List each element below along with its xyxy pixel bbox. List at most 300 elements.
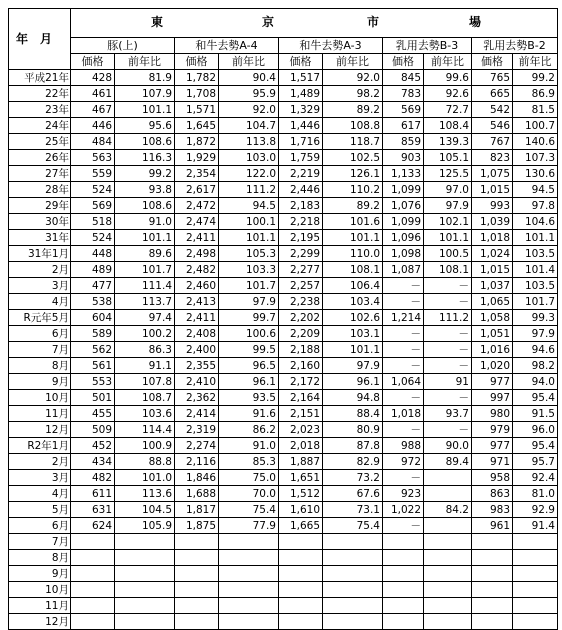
yoy-cell: 99.6 bbox=[424, 70, 472, 86]
yoy-cell: 95.4 bbox=[513, 390, 558, 406]
yoy-cell: 94.0 bbox=[513, 374, 558, 390]
table-row bbox=[9, 614, 558, 630]
yoy-cell bbox=[513, 582, 558, 598]
price-cell bbox=[175, 534, 219, 550]
price-cell: 452 bbox=[71, 438, 115, 454]
yoy-cell: 94.5 bbox=[219, 198, 279, 214]
table-row bbox=[9, 246, 558, 262]
price-cell: 2,319 bbox=[175, 422, 219, 438]
price-cell: 562 bbox=[71, 342, 115, 358]
table-row bbox=[9, 166, 558, 182]
price-cell: 569 bbox=[71, 198, 115, 214]
yoy-cell: 86.3 bbox=[115, 342, 175, 358]
price-cell: 903 bbox=[383, 150, 424, 166]
price-cell: 2,413 bbox=[175, 294, 219, 310]
price-cell: 972 bbox=[383, 454, 424, 470]
price-cell: 1,782 bbox=[175, 70, 219, 86]
price-cell: 2,219 bbox=[279, 166, 323, 182]
row-period-label: 7月 bbox=[9, 342, 71, 358]
price-cell: 1,817 bbox=[175, 502, 219, 518]
price-cell: 1,037 bbox=[472, 278, 513, 294]
yoy-cell: 92.4 bbox=[513, 470, 558, 486]
table-row bbox=[9, 230, 558, 246]
yoy-cell: 101.1 bbox=[219, 230, 279, 246]
row-period-label: 4月 bbox=[9, 294, 71, 310]
price-cell: 2,400 bbox=[175, 342, 219, 358]
yoy-cell: 97.9 bbox=[323, 358, 383, 374]
yoy-cell: 94.6 bbox=[513, 342, 558, 358]
yoy-cell: 113.7 bbox=[115, 294, 175, 310]
yoy-cell: 103.5 bbox=[513, 278, 558, 294]
price-cell: 2,277 bbox=[279, 262, 323, 278]
price-cell: 2,354 bbox=[175, 166, 219, 182]
price-cell: 859 bbox=[383, 134, 424, 150]
yoy-cell: 101.1 bbox=[513, 230, 558, 246]
yoy-cell: 82.9 bbox=[323, 454, 383, 470]
price-cell: 1,512 bbox=[279, 486, 323, 502]
yoy-cell: 103.1 bbox=[323, 326, 383, 342]
price-cell: 979 bbox=[472, 422, 513, 438]
price-cell: － bbox=[383, 358, 424, 374]
price-cell: 1,489 bbox=[279, 86, 323, 102]
yoy-cell: 108.8 bbox=[323, 118, 383, 134]
yoy-cell bbox=[115, 550, 175, 566]
table-row bbox=[9, 502, 558, 518]
row-period-label: 31年 bbox=[9, 230, 71, 246]
price-cell: 783 bbox=[383, 86, 424, 102]
price-cell: 977 bbox=[472, 374, 513, 390]
yoy-cell bbox=[513, 534, 558, 550]
price-cell: 2,160 bbox=[279, 358, 323, 374]
table-row bbox=[9, 454, 558, 470]
price-cell: 489 bbox=[71, 262, 115, 278]
yoy-cell: 85.3 bbox=[219, 454, 279, 470]
price-cell: 624 bbox=[71, 518, 115, 534]
year-month-header: 年 月 bbox=[9, 9, 71, 70]
yoy-cell: 101.1 bbox=[424, 230, 472, 246]
table-row bbox=[9, 102, 558, 118]
price-cell: 2,408 bbox=[175, 326, 219, 342]
yoy-cell: 106.4 bbox=[323, 278, 383, 294]
market-price-table bbox=[8, 8, 558, 630]
price-cell: 2,257 bbox=[279, 278, 323, 294]
row-period-label: 2月 bbox=[9, 262, 71, 278]
price-cell: 2,172 bbox=[279, 374, 323, 390]
yoy-cell: 110.2 bbox=[323, 182, 383, 198]
price-cell bbox=[71, 534, 115, 550]
price-cell bbox=[175, 582, 219, 598]
price-cell bbox=[279, 598, 323, 614]
yoy-cell bbox=[219, 614, 279, 630]
yoy-cell: 101.1 bbox=[323, 230, 383, 246]
yoy-cell: 101.1 bbox=[115, 102, 175, 118]
price-cell: － bbox=[383, 390, 424, 406]
yoy-cell: 104.5 bbox=[115, 502, 175, 518]
yoy-cell: 91.0 bbox=[219, 438, 279, 454]
yoy-cell: 95.6 bbox=[115, 118, 175, 134]
table-row bbox=[9, 118, 558, 134]
yoy-cell: 102.6 bbox=[323, 310, 383, 326]
yoy-cell: 101.7 bbox=[513, 294, 558, 310]
price-cell: 589 bbox=[71, 326, 115, 342]
price-cell: 455 bbox=[71, 406, 115, 422]
table-row bbox=[9, 182, 558, 198]
yoy-cell: 91.1 bbox=[115, 358, 175, 374]
price-cell: 569 bbox=[383, 102, 424, 118]
row-period-label: 3月 bbox=[9, 278, 71, 294]
yoy-cell: 72.7 bbox=[424, 102, 472, 118]
yoy-cell: 75.4 bbox=[323, 518, 383, 534]
yoy-cell bbox=[115, 566, 175, 582]
price-cell bbox=[175, 550, 219, 566]
table-row bbox=[9, 326, 558, 342]
price-cell bbox=[472, 566, 513, 582]
yoy-cell: 107.9 bbox=[115, 86, 175, 102]
price-cell bbox=[279, 566, 323, 582]
yoy-cell: 88.8 bbox=[115, 454, 175, 470]
yoy-cell: － bbox=[424, 342, 472, 358]
yoy-cell: 108.6 bbox=[115, 134, 175, 150]
price-cell: 1,018 bbox=[383, 406, 424, 422]
table-row bbox=[9, 486, 558, 502]
row-period-label: 7月 bbox=[9, 534, 71, 550]
yoy-cell: 105.9 bbox=[115, 518, 175, 534]
price-cell bbox=[71, 550, 115, 566]
yoy-cell: 97.9 bbox=[513, 326, 558, 342]
price-cell: 863 bbox=[472, 486, 513, 502]
price-cell: 428 bbox=[71, 70, 115, 86]
yoy-cell bbox=[115, 598, 175, 614]
price-cell: 467 bbox=[71, 102, 115, 118]
yoy-cell: 99.7 bbox=[219, 310, 279, 326]
yoy-cell: 125.5 bbox=[424, 166, 472, 182]
yoy-cell: 140.6 bbox=[513, 134, 558, 150]
price-cell: 1,517 bbox=[279, 70, 323, 86]
table-row bbox=[9, 582, 558, 598]
price-cell bbox=[71, 582, 115, 598]
yoy-cell: 87.8 bbox=[323, 438, 383, 454]
yoy-cell: 96.1 bbox=[323, 374, 383, 390]
price-cell bbox=[279, 534, 323, 550]
price-cell: 1,065 bbox=[472, 294, 513, 310]
yoy-cell bbox=[424, 486, 472, 502]
price-cell: 1,688 bbox=[175, 486, 219, 502]
yoy-cell: 99.5 bbox=[219, 342, 279, 358]
price-cell: 1,665 bbox=[279, 518, 323, 534]
price-cell: 1,929 bbox=[175, 150, 219, 166]
price-cell: 1,058 bbox=[472, 310, 513, 326]
yoy-cell: 130.6 bbox=[513, 166, 558, 182]
yoy-cell: 86.9 bbox=[513, 86, 558, 102]
yoy-cell bbox=[219, 566, 279, 582]
price-cell: 2,218 bbox=[279, 214, 323, 230]
table-row bbox=[9, 294, 558, 310]
yoy-cell: 77.9 bbox=[219, 518, 279, 534]
price-cell: 2,018 bbox=[279, 438, 323, 454]
price-cell: 482 bbox=[71, 470, 115, 486]
row-period-label: 6月 bbox=[9, 518, 71, 534]
price-cell: 509 bbox=[71, 422, 115, 438]
yoy-cell: 97.8 bbox=[513, 198, 558, 214]
price-cell: 1,099 bbox=[383, 214, 424, 230]
row-period-label: 10月 bbox=[9, 390, 71, 406]
yoy-cell: 81.9 bbox=[115, 70, 175, 86]
yoy-cell: 96.5 bbox=[219, 358, 279, 374]
price-cell bbox=[472, 534, 513, 550]
price-cell: 971 bbox=[472, 454, 513, 470]
market-title-char: 東 bbox=[151, 15, 164, 29]
table-row bbox=[9, 214, 558, 230]
price-cell: 983 bbox=[472, 502, 513, 518]
yoy-cell bbox=[424, 518, 472, 534]
table-row bbox=[9, 262, 558, 278]
price-cell: 477 bbox=[71, 278, 115, 294]
price-cell: 1,887 bbox=[279, 454, 323, 470]
price-cell: 2,362 bbox=[175, 390, 219, 406]
yoy-cell: 93.5 bbox=[219, 390, 279, 406]
group-header-wagyu-a3: 和牛去勢A-3 bbox=[279, 38, 383, 54]
yoy-cell: 103.4 bbox=[323, 294, 383, 310]
yoy-cell: － bbox=[424, 294, 472, 310]
yoy-cell: 91.4 bbox=[513, 518, 558, 534]
price-cell bbox=[383, 614, 424, 630]
yoy-cell: 103.3 bbox=[219, 262, 279, 278]
yoy-cell bbox=[219, 598, 279, 614]
table-row bbox=[9, 150, 558, 166]
yoy-cell: 92.0 bbox=[323, 70, 383, 86]
price-cell: 553 bbox=[71, 374, 115, 390]
yoy-cell bbox=[115, 582, 175, 598]
price-cell: 1,716 bbox=[279, 134, 323, 150]
price-cell: 1,872 bbox=[175, 134, 219, 150]
price-cell: － bbox=[383, 470, 424, 486]
price-cell: 631 bbox=[71, 502, 115, 518]
price-cell: 2,474 bbox=[175, 214, 219, 230]
yoy-cell: 103.5 bbox=[513, 246, 558, 262]
yoy-cell: 107.8 bbox=[115, 374, 175, 390]
price-cell: 1,015 bbox=[472, 182, 513, 198]
yoy-cell bbox=[219, 534, 279, 550]
group-header-dairy-b3: 乳用去勢B-3 bbox=[383, 38, 472, 54]
yoy-cell: 86.2 bbox=[219, 422, 279, 438]
price-cell: 2,472 bbox=[175, 198, 219, 214]
yoy-cell: 108.7 bbox=[115, 390, 175, 406]
yoy-cell: 111.2 bbox=[219, 182, 279, 198]
price-cell: 538 bbox=[71, 294, 115, 310]
table-row bbox=[9, 406, 558, 422]
table-row bbox=[9, 310, 558, 326]
price-cell: 524 bbox=[71, 230, 115, 246]
price-cell: 604 bbox=[71, 310, 115, 326]
price-cell bbox=[383, 550, 424, 566]
price-cell: 958 bbox=[472, 470, 513, 486]
price-cell: 1,133 bbox=[383, 166, 424, 182]
yoy-cell bbox=[115, 534, 175, 550]
yoy-cell bbox=[323, 598, 383, 614]
price-cell: － bbox=[383, 422, 424, 438]
yoy-cell: 118.7 bbox=[323, 134, 383, 150]
yoy-cell: 67.6 bbox=[323, 486, 383, 502]
yoy-cell: 103.6 bbox=[115, 406, 175, 422]
yoy-col-header: 前年比 bbox=[323, 54, 383, 70]
price-cell: 2,195 bbox=[279, 230, 323, 246]
price-cell: 997 bbox=[472, 390, 513, 406]
price-cell: 980 bbox=[472, 406, 513, 422]
price-col-header: 価格 bbox=[279, 54, 323, 70]
price-cell bbox=[175, 614, 219, 630]
price-cell: 2,498 bbox=[175, 246, 219, 262]
yoy-cell bbox=[513, 598, 558, 614]
price-cell: 1,875 bbox=[175, 518, 219, 534]
price-cell: 988 bbox=[383, 438, 424, 454]
yoy-cell: 111.4 bbox=[115, 278, 175, 294]
yoy-cell: 101.6 bbox=[323, 214, 383, 230]
yoy-cell: － bbox=[424, 390, 472, 406]
yoy-cell: 102.1 bbox=[424, 214, 472, 230]
price-cell: 2,410 bbox=[175, 374, 219, 390]
yoy-cell: 102.5 bbox=[323, 150, 383, 166]
price-cell: 2,202 bbox=[279, 310, 323, 326]
price-cell: 2,238 bbox=[279, 294, 323, 310]
yoy-cell: 88.4 bbox=[323, 406, 383, 422]
table-row bbox=[9, 518, 558, 534]
yoy-cell: － bbox=[424, 422, 472, 438]
row-period-label: 2月 bbox=[9, 454, 71, 470]
yoy-cell: 91.5 bbox=[513, 406, 558, 422]
price-cell: 617 bbox=[383, 118, 424, 134]
row-period-label: 27年 bbox=[9, 166, 71, 182]
group-header-wagyu-a4: 和牛去勢A-4 bbox=[175, 38, 279, 54]
price-cell: 2,411 bbox=[175, 230, 219, 246]
price-cell: 2,411 bbox=[175, 310, 219, 326]
price-cell: 2,151 bbox=[279, 406, 323, 422]
price-cell: 563 bbox=[71, 150, 115, 166]
yoy-cell: 93.7 bbox=[424, 406, 472, 422]
table-row bbox=[9, 550, 558, 566]
table-row bbox=[9, 438, 558, 454]
row-period-label: 3月 bbox=[9, 470, 71, 486]
price-cell bbox=[383, 566, 424, 582]
yoy-cell bbox=[323, 582, 383, 598]
yoy-cell: 99.2 bbox=[115, 166, 175, 182]
price-cell: 524 bbox=[71, 182, 115, 198]
row-period-label: 9月 bbox=[9, 566, 71, 582]
tokyo-market-header bbox=[71, 9, 558, 38]
yoy-cell bbox=[424, 566, 472, 582]
price-cell bbox=[472, 582, 513, 598]
yoy-cell bbox=[513, 614, 558, 630]
row-period-label: R2年1月 bbox=[9, 438, 71, 454]
price-cell bbox=[175, 598, 219, 614]
yoy-cell: 108.4 bbox=[424, 118, 472, 134]
yoy-cell bbox=[323, 550, 383, 566]
table-row bbox=[9, 470, 558, 486]
price-cell: 1,024 bbox=[472, 246, 513, 262]
price-cell: 823 bbox=[472, 150, 513, 166]
price-cell: 434 bbox=[71, 454, 115, 470]
price-cell: 518 bbox=[71, 214, 115, 230]
yoy-cell: 105.1 bbox=[424, 150, 472, 166]
price-col-header: 価格 bbox=[71, 54, 115, 70]
row-period-label: 6月 bbox=[9, 326, 71, 342]
price-cell: 559 bbox=[71, 166, 115, 182]
row-period-label: 10月 bbox=[9, 582, 71, 598]
yoy-cell: 91.0 bbox=[115, 214, 175, 230]
price-col-header: 価格 bbox=[472, 54, 513, 70]
price-cell: － bbox=[383, 326, 424, 342]
price-col-header: 価格 bbox=[383, 54, 424, 70]
price-cell bbox=[71, 598, 115, 614]
price-cell: 665 bbox=[472, 86, 513, 102]
row-period-label: 31年1月 bbox=[9, 246, 71, 262]
yoy-cell bbox=[424, 582, 472, 598]
yoy-cell: 97.0 bbox=[424, 182, 472, 198]
price-cell bbox=[279, 582, 323, 598]
yoy-cell: 92.0 bbox=[219, 102, 279, 118]
yoy-cell: 101.1 bbox=[115, 230, 175, 246]
table-row bbox=[9, 198, 558, 214]
price-cell: 2,299 bbox=[279, 246, 323, 262]
table-row bbox=[9, 278, 558, 294]
price-cell: － bbox=[383, 342, 424, 358]
price-cell: 1,098 bbox=[383, 246, 424, 262]
price-cell: － bbox=[383, 278, 424, 294]
price-cell: 1,018 bbox=[472, 230, 513, 246]
price-cell: 767 bbox=[472, 134, 513, 150]
row-period-label: 29年 bbox=[9, 198, 71, 214]
yoy-cell: 101.7 bbox=[219, 278, 279, 294]
price-cell: 2,164 bbox=[279, 390, 323, 406]
yoy-cell: 70.0 bbox=[219, 486, 279, 502]
yoy-cell: 101.7 bbox=[115, 262, 175, 278]
yoy-cell bbox=[424, 550, 472, 566]
yoy-cell bbox=[513, 566, 558, 582]
row-period-label: 12月 bbox=[9, 422, 71, 438]
price-cell: 1,651 bbox=[279, 470, 323, 486]
yoy-cell: 91 bbox=[424, 374, 472, 390]
price-cell: 484 bbox=[71, 134, 115, 150]
yoy-cell: 99.2 bbox=[513, 70, 558, 86]
table-row bbox=[9, 390, 558, 406]
yoy-cell: 126.1 bbox=[323, 166, 383, 182]
yoy-cell: 73.2 bbox=[323, 470, 383, 486]
yoy-cell: 90.0 bbox=[424, 438, 472, 454]
yoy-cell: 100.5 bbox=[424, 246, 472, 262]
price-cell: 448 bbox=[71, 246, 115, 262]
row-period-label: 23年 bbox=[9, 102, 71, 118]
yoy-cell: 100.2 bbox=[115, 326, 175, 342]
price-cell: 2,460 bbox=[175, 278, 219, 294]
yoy-cell: 80.9 bbox=[323, 422, 383, 438]
row-period-label: 26年 bbox=[9, 150, 71, 166]
price-cell: 1,610 bbox=[279, 502, 323, 518]
yoy-cell: 101.4 bbox=[513, 262, 558, 278]
yoy-cell: 95.4 bbox=[513, 438, 558, 454]
yoy-cell: 107.3 bbox=[513, 150, 558, 166]
yoy-cell: 139.3 bbox=[424, 134, 472, 150]
yoy-col-header: 前年比 bbox=[513, 54, 558, 70]
row-period-label: 5月 bbox=[9, 502, 71, 518]
market-title-char: 場 bbox=[469, 15, 482, 29]
price-cell: 2,355 bbox=[175, 358, 219, 374]
price-cell: 1,099 bbox=[383, 182, 424, 198]
price-cell: 1,051 bbox=[472, 326, 513, 342]
table-row bbox=[9, 134, 558, 150]
yoy-cell: 108.1 bbox=[323, 262, 383, 278]
price-cell: 1,039 bbox=[472, 214, 513, 230]
table-row bbox=[9, 70, 558, 86]
row-period-label: R元年5月 bbox=[9, 310, 71, 326]
